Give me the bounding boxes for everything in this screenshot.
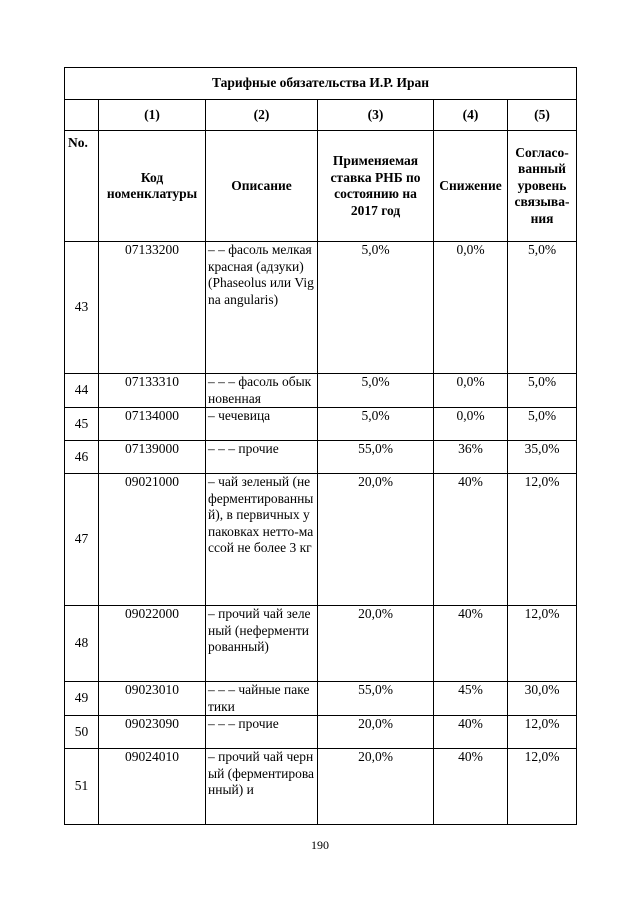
row-bound-level: 12,0% — [508, 749, 577, 825]
row-bound-level: 5,0% — [508, 374, 577, 408]
row-description: – – – чайные пакетики — [206, 682, 318, 716]
row-code: 09021000 — [99, 474, 206, 606]
table-row — [65, 474, 577, 606]
row-number: 49 — [65, 682, 99, 716]
row-reduction: 0,0% — [434, 408, 508, 441]
table-body — [65, 242, 577, 825]
row-code: 09023010 — [99, 682, 206, 716]
row-number: 43 — [65, 242, 99, 374]
row-number: 46 — [65, 441, 99, 474]
column-number-5: (5) — [508, 100, 577, 131]
row-number: 48 — [65, 606, 99, 682]
row-bound-level: 12,0% — [508, 606, 577, 682]
row-code: 07134000 — [99, 408, 206, 441]
row-reduction: 36% — [434, 441, 508, 474]
row-code: 09024010 — [99, 749, 206, 825]
table-row — [65, 408, 577, 441]
column-number-empty — [65, 100, 99, 131]
row-description: – – – фасоль обыкновенная — [206, 374, 318, 408]
page-number: 190 — [311, 838, 329, 852]
row-applied-rate: 5,0% — [318, 408, 434, 441]
row-description: – – фасоль мелкая красная (адзуки) (Phaseolus или Vigna angularis) — [206, 242, 318, 374]
row-reduction: 45% — [434, 682, 508, 716]
row-bound-level: 35,0% — [508, 441, 577, 474]
row-applied-rate: 55,0% — [318, 441, 434, 474]
row-applied-rate: 5,0% — [318, 242, 434, 374]
table-title: Тарифные обязательства И.Р. Иран — [65, 68, 577, 100]
row-applied-rate: 55,0% — [318, 682, 434, 716]
column-number-row — [65, 100, 577, 131]
row-number: 47 — [65, 474, 99, 606]
row-number: 51 — [65, 749, 99, 825]
table-row — [65, 374, 577, 408]
table-row — [65, 716, 577, 749]
row-description: – чечевица — [206, 408, 318, 441]
row-code: 07133310 — [99, 374, 206, 408]
header-code: Код номенклатуры — [99, 131, 206, 242]
row-reduction: 40% — [434, 716, 508, 749]
row-applied-rate: 20,0% — [318, 606, 434, 682]
row-description: – прочий чай черный (ферментированный) и — [206, 749, 318, 825]
row-bound-level: 5,0% — [508, 242, 577, 374]
column-number-2: (2) — [206, 100, 318, 131]
row-reduction: 40% — [434, 749, 508, 825]
table-row — [65, 749, 577, 825]
row-number: 45 — [65, 408, 99, 441]
row-bound-level: 30,0% — [508, 682, 577, 716]
table-title-row — [65, 68, 577, 100]
column-number-4: (4) — [434, 100, 508, 131]
row-applied-rate: 5,0% — [318, 374, 434, 408]
row-description: – чай зеленый (неферментированный), в первичных упаковках нетто-массой не более 3 кг — [206, 474, 318, 606]
header-bound-level: Согласо-ванный уровень связыва-ния — [508, 131, 577, 242]
row-code: 07133200 — [99, 242, 206, 374]
row-reduction: 40% — [434, 474, 508, 606]
table-row — [65, 606, 577, 682]
table-row — [65, 682, 577, 716]
row-reduction: 0,0% — [434, 242, 508, 374]
row-reduction: 40% — [434, 606, 508, 682]
row-code: 07139000 — [99, 441, 206, 474]
column-header-row — [65, 131, 577, 242]
column-number-1: (1) — [99, 100, 206, 131]
header-reduction: Снижение — [434, 131, 508, 242]
row-bound-level: 5,0% — [508, 408, 577, 441]
header-no: No. — [65, 131, 99, 242]
tariff-table — [64, 67, 577, 825]
row-reduction: 0,0% — [434, 374, 508, 408]
row-applied-rate: 20,0% — [318, 474, 434, 606]
row-code: 09022000 — [99, 606, 206, 682]
row-bound-level: 12,0% — [508, 474, 577, 606]
row-description: – – – прочие — [206, 441, 318, 474]
table-row — [65, 242, 577, 374]
row-number: 50 — [65, 716, 99, 749]
row-description: – – – прочие — [206, 716, 318, 749]
header-description: Описание — [206, 131, 318, 242]
row-applied-rate: 20,0% — [318, 716, 434, 749]
row-description: – прочий чай зеленый (неферментированный) — [206, 606, 318, 682]
row-number: 44 — [65, 374, 99, 408]
column-number-3: (3) — [318, 100, 434, 131]
row-applied-rate: 20,0% — [318, 749, 434, 825]
header-applied-rate: Применяемая ставка РНБ по состоянию на 2017 год — [318, 131, 434, 242]
row-bound-level: 12,0% — [508, 716, 577, 749]
table-row — [65, 441, 577, 474]
row-code: 09023090 — [99, 716, 206, 749]
